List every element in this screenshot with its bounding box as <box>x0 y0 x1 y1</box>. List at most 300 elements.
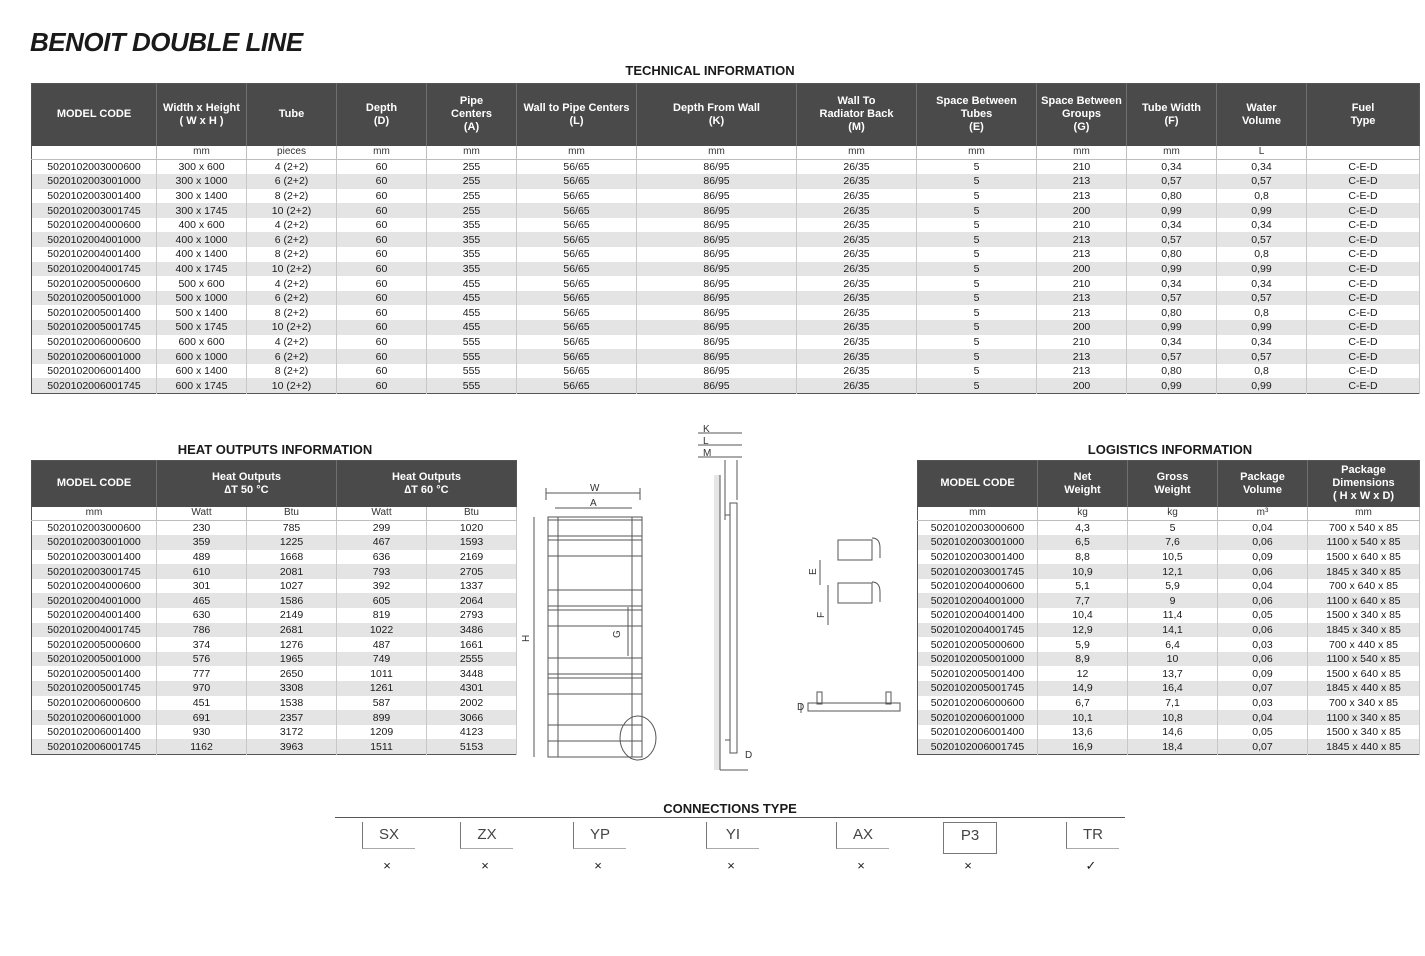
table-cell: 6 (2+2) <box>247 349 337 364</box>
table-cell: 1511 <box>337 739 427 754</box>
table-cell: 5 <box>917 232 1037 247</box>
logistics-header-2: Gross Weight <box>1128 461 1218 507</box>
table-cell: 10 (2+2) <box>247 320 337 335</box>
table-cell: 86/95 <box>637 320 797 335</box>
heat-header-2: Heat Outputs ∆T 60 °C <box>337 461 517 507</box>
model-code-cell: 5020102004001000 <box>32 593 157 608</box>
table-cell: 3308 <box>247 681 337 696</box>
table-cell: 0,80 <box>1127 189 1217 204</box>
model-code-cell: 5020102006001400 <box>918 725 1038 740</box>
table-cell: 200 <box>1037 203 1127 218</box>
label-f: F <box>816 611 827 618</box>
table-cell: 355 <box>427 262 517 277</box>
table-cell: 0,8 <box>1217 364 1307 379</box>
label-m: M <box>703 448 712 459</box>
table-cell: 86/95 <box>637 232 797 247</box>
technical-unit-5: mm <box>517 146 637 160</box>
table-cell: C-E-D <box>1307 349 1420 364</box>
table-cell: 60 <box>337 335 427 350</box>
table-cell: 610 <box>157 564 247 579</box>
table-cell: 4 (2+2) <box>247 218 337 233</box>
table-cell: 1276 <box>247 637 337 652</box>
model-code-cell: 5020102006001745 <box>918 739 1038 754</box>
label-e: E <box>808 568 819 575</box>
table-row <box>32 335 1420 350</box>
table-cell: C-E-D <box>1307 174 1420 189</box>
table-row <box>918 564 1420 579</box>
table-cell: 0,34 <box>1217 159 1307 174</box>
model-code-cell: 5020102003000600 <box>32 520 157 535</box>
table-cell: 355 <box>427 232 517 247</box>
model-code-cell: 5020102006000600 <box>32 335 157 350</box>
table-cell: 0,8 <box>1217 189 1307 204</box>
table-cell: 392 <box>337 579 427 594</box>
table-cell: 0,80 <box>1127 364 1217 379</box>
model-code-cell: 5020102006001000 <box>32 710 157 725</box>
heat-unit-4: Btu <box>427 507 517 521</box>
table-cell: 0,06 <box>1218 652 1308 667</box>
table-cell: 0,34 <box>1127 218 1217 233</box>
table-cell: 1500 x 340 x 85 <box>1308 725 1420 740</box>
table-row <box>918 725 1420 740</box>
technical-info-table <box>31 83 1420 394</box>
connection-yp-availability: × <box>594 858 602 873</box>
table-cell: 600 x 1745 <box>157 378 247 393</box>
table-cell: 56/65 <box>517 232 637 247</box>
table-cell: 210 <box>1037 335 1127 350</box>
table-cell: 5 <box>917 203 1037 218</box>
table-cell: 700 x 540 x 85 <box>1308 520 1420 535</box>
table-cell: 555 <box>427 378 517 393</box>
table-row <box>32 579 517 594</box>
model-code-cell: 5020102003000600 <box>32 159 157 174</box>
model-code-cell: 5020102003001400 <box>918 550 1038 565</box>
table-cell: 0,99 <box>1217 378 1307 393</box>
connection-zx-diagram: ZX <box>460 822 513 849</box>
table-cell: 0,06 <box>1218 623 1308 638</box>
table-row <box>918 608 1420 623</box>
table-cell: 0,57 <box>1127 232 1217 247</box>
table-cell: C-E-D <box>1307 276 1420 291</box>
table-cell: 2681 <box>247 623 337 638</box>
table-cell: 26/35 <box>797 174 917 189</box>
table-cell: 0,80 <box>1127 247 1217 262</box>
table-cell: 1100 x 540 x 85 <box>1308 535 1420 550</box>
table-cell: 0,57 <box>1127 349 1217 364</box>
model-code-cell: 5020102005001400 <box>32 666 157 681</box>
table-cell: 3486 <box>427 623 517 638</box>
table-cell: 26/35 <box>797 159 917 174</box>
technical-header-8: Space Between Tubes (E) <box>917 84 1037 146</box>
table-cell: 86/95 <box>637 218 797 233</box>
table-cell: 555 <box>427 364 517 379</box>
table-cell: 8,8 <box>1038 550 1128 565</box>
table-cell: 26/35 <box>797 276 917 291</box>
connection-yi-diagram: YI <box>706 822 759 849</box>
table-row <box>32 608 517 623</box>
model-code-cell: 5020102005000600 <box>32 276 157 291</box>
table-cell: 210 <box>1037 276 1127 291</box>
table-cell: 213 <box>1037 349 1127 364</box>
table-cell: 56/65 <box>517 320 637 335</box>
table-cell: 4 (2+2) <box>247 335 337 350</box>
connection-ax-availability: × <box>857 858 865 873</box>
table-cell: 1661 <box>427 637 517 652</box>
model-code-cell: 5020102004001400 <box>32 608 157 623</box>
technical-unit-11: L <box>1217 146 1307 160</box>
table-row <box>918 637 1420 652</box>
technical-header-7: Wall To Radiator Back (M) <box>797 84 917 146</box>
table-cell: 56/65 <box>517 174 637 189</box>
table-cell: 56/65 <box>517 262 637 277</box>
technical-unit-8: mm <box>917 146 1037 160</box>
technical-unit-3: mm <box>337 146 427 160</box>
table-cell: 0,8 <box>1217 247 1307 262</box>
table-cell: 691 <box>157 710 247 725</box>
table-cell: 4123 <box>427 725 517 740</box>
model-code-cell: 5020102005001400 <box>918 666 1038 681</box>
table-cell: 255 <box>427 174 517 189</box>
table-cell: 60 <box>337 203 427 218</box>
table-cell: 467 <box>337 535 427 550</box>
technical-header-5: Wall to Pipe Centers (L) <box>517 84 637 146</box>
table-cell: 500 x 600 <box>157 276 247 291</box>
table-cell: 16,9 <box>1038 739 1128 754</box>
table-cell: 777 <box>157 666 247 681</box>
table-cell: 555 <box>427 349 517 364</box>
table-cell: 1845 x 440 x 85 <box>1308 681 1420 696</box>
connection-yi-availability: × <box>727 858 735 873</box>
table-cell: 819 <box>337 608 427 623</box>
table-cell: 86/95 <box>637 174 797 189</box>
table-cell: 500 x 1400 <box>157 305 247 320</box>
label-d-top: D <box>797 702 805 713</box>
table-row <box>32 681 517 696</box>
heat-outputs-title: HEAT OUTPUTS INFORMATION <box>177 442 373 457</box>
table-row <box>32 232 1420 247</box>
table-cell: 605 <box>337 593 427 608</box>
table-cell: C-E-D <box>1307 364 1420 379</box>
model-code-cell: 5020102005001745 <box>918 681 1038 696</box>
logistics-header-4: Package Dimensions ( H x W x D) <box>1308 461 1420 507</box>
table-cell: 60 <box>337 305 427 320</box>
connection-ax-diagram: AX <box>836 822 889 849</box>
table-cell: 5,1 <box>1038 579 1128 594</box>
table-cell: 5 <box>917 159 1037 174</box>
table-cell: 0,04 <box>1218 579 1308 594</box>
table-cell: 300 x 1400 <box>157 189 247 204</box>
table-cell: 60 <box>337 174 427 189</box>
table-row <box>32 739 517 754</box>
table-cell: 60 <box>337 262 427 277</box>
table-cell: 3963 <box>247 739 337 754</box>
table-cell: 26/35 <box>797 203 917 218</box>
table-cell: 636 <box>337 550 427 565</box>
label-h: H <box>521 634 532 642</box>
table-cell: 455 <box>427 291 517 306</box>
table-cell: 26/35 <box>797 262 917 277</box>
table-cell: 0,57 <box>1127 174 1217 189</box>
table-cell: 1538 <box>247 696 337 711</box>
table-cell: 86/95 <box>637 276 797 291</box>
table-cell: 14,9 <box>1038 681 1128 696</box>
technical-header-1: Width x Height ( W x H ) <box>157 84 247 146</box>
table-cell: 1500 x 640 x 85 <box>1308 550 1420 565</box>
table-cell: 400 x 600 <box>157 218 247 233</box>
table-cell: 5 <box>917 335 1037 350</box>
table-cell: 1845 x 340 x 85 <box>1308 623 1420 638</box>
model-code-cell: 5020102006000600 <box>32 696 157 711</box>
table-cell: 0,57 <box>1127 291 1217 306</box>
table-cell: 5,9 <box>1128 579 1218 594</box>
technical-header-2: Tube <box>247 84 337 146</box>
table-cell: 213 <box>1037 364 1127 379</box>
table-cell: 8 (2+2) <box>247 247 337 262</box>
technical-header-11: Water Volume <box>1217 84 1307 146</box>
table-cell: 255 <box>427 203 517 218</box>
table-cell: 793 <box>337 564 427 579</box>
table-cell: 2650 <box>247 666 337 681</box>
table-cell: 1586 <box>247 593 337 608</box>
table-row <box>32 550 517 565</box>
table-cell: 1225 <box>247 535 337 550</box>
table-cell: 5 <box>917 218 1037 233</box>
connection-yp-diagram: YP <box>573 822 626 849</box>
connections-divider <box>335 817 1125 818</box>
table-cell: 200 <box>1037 320 1127 335</box>
table-row <box>918 681 1420 696</box>
table-cell: 10,9 <box>1038 564 1128 579</box>
technical-unit-0 <box>32 146 157 160</box>
table-cell: 2081 <box>247 564 337 579</box>
table-cell: 4 (2+2) <box>247 159 337 174</box>
model-code-cell: 5020102006000600 <box>918 696 1038 711</box>
model-code-cell: 5020102004001400 <box>32 247 157 262</box>
table-cell: 6,5 <box>1038 535 1128 550</box>
table-cell: 600 x 1000 <box>157 349 247 364</box>
table-cell: 1100 x 340 x 85 <box>1308 710 1420 725</box>
table-cell: 86/95 <box>637 305 797 320</box>
table-cell: 26/35 <box>797 378 917 393</box>
table-cell: 26/35 <box>797 335 917 350</box>
table-cell: 300 x 600 <box>157 159 247 174</box>
table-cell: 86/95 <box>637 378 797 393</box>
table-cell: 0,8 <box>1217 305 1307 320</box>
table-cell: 300 x 1000 <box>157 174 247 189</box>
table-cell: 299 <box>337 520 427 535</box>
table-cell: 5 <box>917 247 1037 262</box>
table-cell: 785 <box>247 520 337 535</box>
label-l: L <box>703 436 709 447</box>
table-row <box>918 579 1420 594</box>
table-cell: 10,1 <box>1038 710 1128 725</box>
heat-header-0: MODEL CODE <box>32 461 157 507</box>
table-cell: 200 <box>1037 262 1127 277</box>
table-cell: 0,34 <box>1127 159 1217 174</box>
table-cell: 8 (2+2) <box>247 364 337 379</box>
table-cell: 3172 <box>247 725 337 740</box>
logistics-unit-2: kg <box>1128 507 1218 521</box>
table-cell: 26/35 <box>797 320 917 335</box>
heat-unit-0: mm <box>32 507 157 521</box>
table-cell: 0,06 <box>1218 535 1308 550</box>
table-cell: 465 <box>157 593 247 608</box>
table-cell: 0,07 <box>1218 739 1308 754</box>
logistics-table <box>917 460 1420 755</box>
table-cell: 0,03 <box>1218 696 1308 711</box>
model-code-cell: 5020102006001745 <box>32 739 157 754</box>
table-cell: 355 <box>427 218 517 233</box>
table-cell: 0,57 <box>1217 349 1307 364</box>
table-cell: 301 <box>157 579 247 594</box>
table-cell: C-E-D <box>1307 247 1420 262</box>
table-cell: 10,4 <box>1038 608 1128 623</box>
table-cell: 0,34 <box>1217 335 1307 350</box>
table-cell: 60 <box>337 320 427 335</box>
table-cell: 56/65 <box>517 189 637 204</box>
model-code-cell: 5020102003000600 <box>918 520 1038 535</box>
table-row <box>32 378 1420 393</box>
table-cell: 12,1 <box>1128 564 1218 579</box>
connection-tr-diagram: TR <box>1066 822 1119 849</box>
table-cell: 4301 <box>427 681 517 696</box>
table-row <box>32 364 1420 379</box>
table-row <box>918 593 1420 608</box>
model-code-cell: 5020102003001000 <box>32 174 157 189</box>
table-cell: 6,7 <box>1038 696 1128 711</box>
technical-header-10: Tube Width (F) <box>1127 84 1217 146</box>
table-row <box>32 535 517 550</box>
logistics-unit-4: mm <box>1308 507 1420 521</box>
table-cell: 26/35 <box>797 189 917 204</box>
table-cell: 451 <box>157 696 247 711</box>
table-cell: 1965 <box>247 652 337 667</box>
table-row <box>32 262 1420 277</box>
model-code-cell: 5020102005001400 <box>32 305 157 320</box>
table-cell: 13,7 <box>1128 666 1218 681</box>
table-row <box>32 276 1420 291</box>
table-cell: 0,09 <box>1218 550 1308 565</box>
table-cell: 749 <box>337 652 427 667</box>
table-cell: 0,80 <box>1127 305 1217 320</box>
model-code-cell: 5020102003001000 <box>918 535 1038 550</box>
technical-unit-1: mm <box>157 146 247 160</box>
table-cell: 700 x 440 x 85 <box>1308 637 1420 652</box>
table-cell: 26/35 <box>797 218 917 233</box>
model-code-cell: 5020102003001745 <box>32 203 157 218</box>
model-code-cell: 5020102003001745 <box>918 564 1038 579</box>
table-cell: 0,57 <box>1217 291 1307 306</box>
table-cell: 26/35 <box>797 291 917 306</box>
table-cell: 0,05 <box>1218 608 1308 623</box>
heat-outputs-table <box>31 460 517 755</box>
table-cell: 7,7 <box>1038 593 1128 608</box>
table-cell: 7,1 <box>1128 696 1218 711</box>
table-cell: 56/65 <box>517 247 637 262</box>
table-cell: 0,99 <box>1217 262 1307 277</box>
table-cell: 9 <box>1128 593 1218 608</box>
table-cell: 0,34 <box>1127 335 1217 350</box>
technical-unit-2: pieces <box>247 146 337 160</box>
model-code-cell: 5020102003001400 <box>32 189 157 204</box>
table-cell: 1022 <box>337 623 427 638</box>
table-cell: 1027 <box>247 579 337 594</box>
model-code-cell: 5020102006001400 <box>32 725 157 740</box>
table-cell: 6 (2+2) <box>247 232 337 247</box>
technical-unit-10: mm <box>1127 146 1217 160</box>
table-cell: 6 (2+2) <box>247 291 337 306</box>
model-code-cell: 5020102004000600 <box>32 218 157 233</box>
model-code-cell: 5020102004001745 <box>32 262 157 277</box>
table-cell: 12,9 <box>1038 623 1128 638</box>
table-row <box>32 305 1420 320</box>
table-cell: 1668 <box>247 550 337 565</box>
table-cell: 60 <box>337 218 427 233</box>
table-cell: 86/95 <box>637 247 797 262</box>
table-cell: 26/35 <box>797 349 917 364</box>
table-row <box>32 247 1420 262</box>
table-row <box>32 203 1420 218</box>
table-cell: 1011 <box>337 666 427 681</box>
table-cell: 210 <box>1037 218 1127 233</box>
table-cell: 970 <box>157 681 247 696</box>
table-cell: C-E-D <box>1307 159 1420 174</box>
table-cell: 56/65 <box>517 291 637 306</box>
connection-zx-availability: × <box>481 858 489 873</box>
technical-header-9: Space Between Groups (G) <box>1037 84 1127 146</box>
table-cell: 7,6 <box>1128 535 1218 550</box>
table-cell: 213 <box>1037 247 1127 262</box>
logistics-unit-3: m³ <box>1218 507 1308 521</box>
table-cell: 16,4 <box>1128 681 1218 696</box>
table-cell: 1209 <box>337 725 427 740</box>
table-cell: 86/95 <box>637 335 797 350</box>
model-code-cell: 5020102004000600 <box>32 579 157 594</box>
table-row <box>918 623 1420 638</box>
table-cell: 12 <box>1038 666 1128 681</box>
table-cell: 213 <box>1037 291 1127 306</box>
model-code-cell: 5020102006001745 <box>32 378 157 393</box>
table-cell: 210 <box>1037 159 1127 174</box>
table-cell: 5 <box>917 305 1037 320</box>
model-code-cell: 5020102004001400 <box>918 608 1038 623</box>
model-code-cell: 5020102005000600 <box>32 637 157 652</box>
table-cell: 2169 <box>427 550 517 565</box>
table-cell: 8,9 <box>1038 652 1128 667</box>
technical-info-title: TECHNICAL INFORMATION <box>625 63 795 78</box>
technical-unit-7: mm <box>797 146 917 160</box>
table-cell: 213 <box>1037 232 1127 247</box>
table-cell: 26/35 <box>797 364 917 379</box>
table-cell: 86/95 <box>637 291 797 306</box>
connection-tr-availability: ✓ <box>1085 858 1097 873</box>
model-code-cell: 5020102004001745 <box>32 623 157 638</box>
technical-unit-9: mm <box>1037 146 1127 160</box>
table-cell: 56/65 <box>517 335 637 350</box>
table-cell: 10,8 <box>1128 710 1218 725</box>
table-cell: 576 <box>157 652 247 667</box>
table-cell: 1845 x 340 x 85 <box>1308 564 1420 579</box>
table-cell: 4 (2+2) <box>247 276 337 291</box>
table-cell: 10,5 <box>1128 550 1218 565</box>
model-code-cell: 5020102005001745 <box>32 320 157 335</box>
table-cell: 10 (2+2) <box>247 203 337 218</box>
table-cell: 0,99 <box>1127 378 1217 393</box>
table-cell: 26/35 <box>797 232 917 247</box>
table-cell: 60 <box>337 159 427 174</box>
table-cell: 86/95 <box>637 189 797 204</box>
table-cell: 60 <box>337 291 427 306</box>
